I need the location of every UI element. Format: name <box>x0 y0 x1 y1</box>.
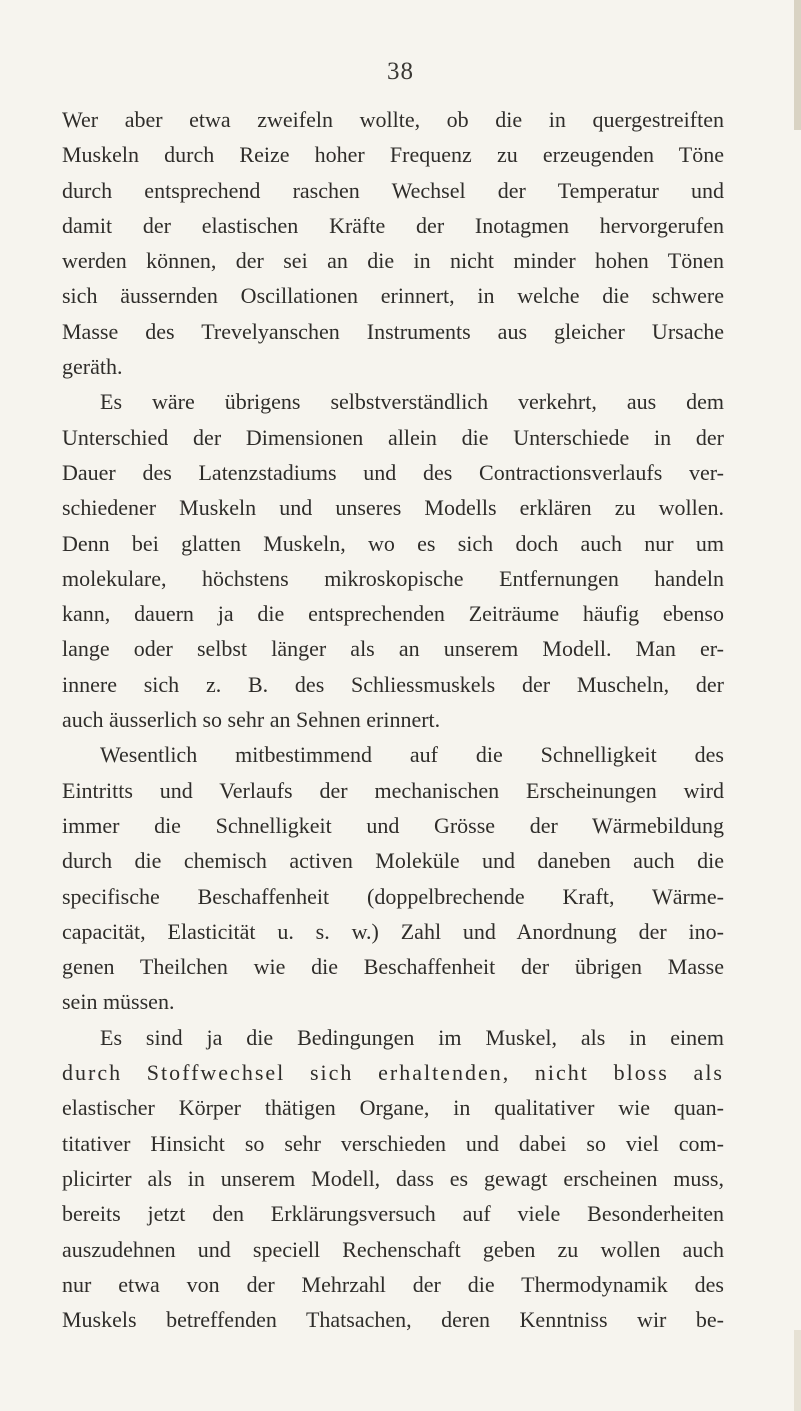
text-line: Wer aber etwa zweifeln wollte, ob die in quergestreiften <box>62 107 724 132</box>
text-line: durch die chemisch activen Moleküle und daneben auch die <box>62 848 724 874</box>
text-line: Eintritts und Verlaufs der mechanischen Erscheinungen wird <box>62 777 724 803</box>
text-line: geräth. <box>62 354 123 380</box>
text-line: Muskels betreffenden Thatsachen, deren Kenntniss wir be- <box>62 1307 724 1333</box>
text-line: genen Theilchen wie die Beschaffenheit der übrigen Masse <box>62 954 724 980</box>
text-line: Dauer des Latenzstadiums und des Contractionsverlaufs ver- <box>62 459 724 485</box>
text-line: durch Stoffwechsel sich erhaltenden, nicht bloss als <box>62 1060 724 1086</box>
text-line: schiedener Muskeln und unseres Modells erklären zu wollen. <box>62 495 724 521</box>
text-line: capacität, Elasticität u. s. w.) Zahl und Anordnung der ino- <box>62 918 724 944</box>
text-line: werden können, der sei an die in nicht minder hohen Tönen <box>62 248 724 274</box>
text-line: Es wäre übrigens selbstverständlich verkehrt, aus dem <box>100 389 724 415</box>
text-line: Denn bei glatten Muskeln, wo es sich doch auch nur um <box>62 530 724 556</box>
text-line: nur etwa von der Mehrzahl der die Thermodynamik des <box>62 1271 724 1297</box>
paragraph <box>62 737 724 1019</box>
text-line: plicirter als in unserem Modell, dass es gewagt erscheinen muss, <box>62 1165 724 1191</box>
text-line: Unterschied der Dimensionen allein die Unterschiede in der <box>62 424 724 450</box>
text-line: elastischer Körper thätigen Organe, in qualitativer wie quan- <box>62 1095 724 1121</box>
text-line: molekulare, höchstens mikroskopische Entfernungen handeln <box>62 565 724 591</box>
paragraph <box>62 102 724 384</box>
page-edge-shadow <box>794 1330 801 1411</box>
paragraph <box>62 1020 724 1338</box>
text-line: auszudehnen und speciell Rechenschaft geben zu wollen auch <box>62 1236 724 1262</box>
text-line: auch äusserlich so sehr an Sehnen erinnert. <box>62 707 441 733</box>
text-line: damit der elastischen Kräfte der Inotagmen hervorgerufen <box>62 212 724 238</box>
text-line: lange oder selbst länger als an unserem Modell. Man er- <box>62 636 724 662</box>
text-line: sein müssen. <box>62 989 175 1015</box>
paragraph <box>62 384 724 737</box>
body-text <box>62 102 724 1337</box>
text-line: sich äussernden Oscillationen erinnert, in welche die schwere <box>62 283 724 309</box>
text-line: immer die Schnelligkeit und Grösse der Wärmebildung <box>62 812 724 838</box>
text-line: Es sind ja die Bedingungen im Muskel, als in einem <box>100 1024 724 1050</box>
page-number: 38 <box>387 58 414 85</box>
text-line: Muskeln durch Reize hoher Frequenz zu erzeugenden Töne <box>62 142 724 168</box>
text-line: Wesentlich mitbestimmend auf die Schnelligkeit des <box>100 742 724 768</box>
text-line: specifische Beschaffenheit (doppelbrechende Kraft, Wärme- <box>62 883 724 909</box>
text-line: kann, dauern ja die entsprechenden Zeiträume häufig ebenso <box>62 601 724 627</box>
text-line: bereits jetzt den Erklärungsversuch auf viele Besonderheiten <box>62 1201 724 1227</box>
text-line: innere sich z. B. des Schliessmuskels der Muscheln, der <box>62 671 724 697</box>
text-line: Masse des Trevelyanschen Instruments aus gleicher Ursache <box>62 318 724 344</box>
text-line: durch entsprechend raschen Wechsel der Temperatur und <box>62 177 724 203</box>
text-line: titativer Hinsicht so sehr verschieden und dabei so viel com- <box>62 1130 724 1156</box>
